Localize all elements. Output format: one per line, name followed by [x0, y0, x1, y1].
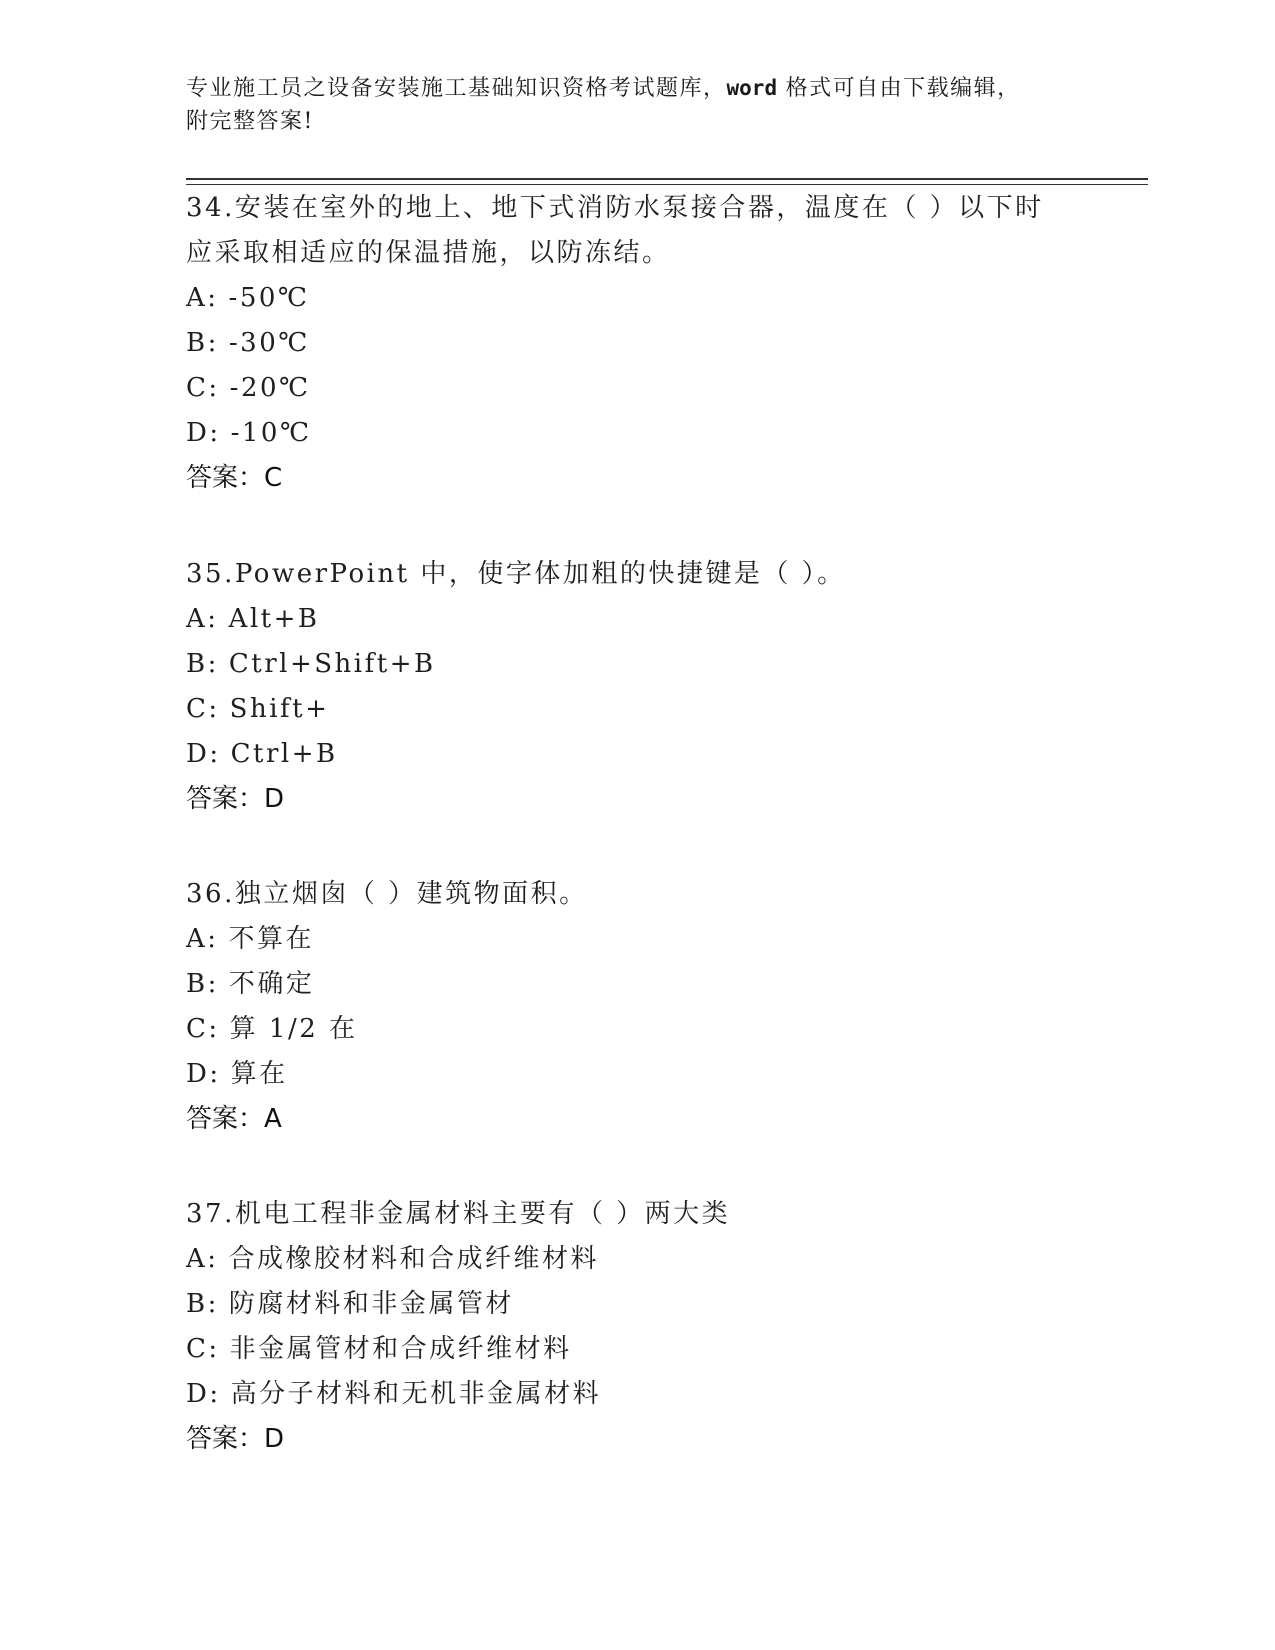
option-key: C:: [186, 1334, 220, 1364]
option-key: A:: [186, 924, 219, 954]
option-text: 合成橡胶材料和合成纤维材料: [228, 1244, 600, 1274]
option-text: -50℃: [228, 283, 310, 313]
header-title-part-b: 格式可自由下载编辑，: [777, 76, 1021, 101]
header-divider-thin: [186, 184, 1148, 185]
option-key: B:: [186, 649, 219, 679]
option-b: [186, 642, 1106, 687]
option-key: B:: [186, 1289, 219, 1319]
option-c: [186, 366, 1106, 411]
option-a: [186, 1237, 1106, 1282]
option-a: [186, 917, 1106, 962]
option-d: [186, 1052, 1106, 1097]
option-d: [186, 732, 1106, 777]
option-d: [186, 1372, 1106, 1417]
option-key: D:: [186, 418, 221, 448]
question-35: [186, 552, 1106, 822]
option-text: Shift+: [229, 694, 330, 724]
question-36: [186, 872, 1106, 1142]
option-text: 高分子材料和无机非金属材料: [230, 1379, 602, 1409]
option-text: 非金属管材和合成纤维材料: [229, 1334, 572, 1364]
option-text: -30℃: [228, 328, 310, 358]
option-d: [186, 411, 1106, 456]
option-key: D:: [186, 1379, 221, 1409]
option-text: 算在: [230, 1059, 288, 1089]
question-stem-continued: 应采取相适应的保温措施，以防冻结。: [186, 238, 671, 268]
question-stem: 37.机电工程非金属材料主要有（ ）两大类: [186, 1199, 731, 1229]
option-text: 不确定: [228, 969, 315, 999]
option-a: [186, 276, 1106, 321]
answer: 答案：D: [186, 784, 285, 814]
option-text: 算 1/2 在: [229, 1014, 358, 1044]
header-title-word: word: [726, 76, 778, 100]
option-text: 防腐材料和非金属管材: [228, 1289, 514, 1319]
option-key: D:: [186, 1059, 221, 1089]
option-text: -20℃: [229, 373, 311, 403]
option-b: [186, 1282, 1106, 1327]
option-a: [186, 597, 1106, 642]
question-34: [186, 186, 1106, 501]
question-37: [186, 1192, 1106, 1462]
option-text: Alt+B: [228, 604, 320, 634]
option-text: Ctrl+B: [230, 739, 338, 769]
option-text: -10℃: [230, 418, 312, 448]
option-text: 不算在: [228, 924, 315, 954]
question-stem: 35.PowerPoint 中，使字体加粗的快捷键是（ ）。: [186, 559, 846, 589]
option-key: A:: [186, 604, 219, 634]
header-line-1: [186, 72, 1086, 105]
question-stem: 34.安装在室外的地上、地下式消防水泵接合器，温度在（ ）以下时: [186, 193, 1044, 223]
answer: 答案：D: [186, 1424, 285, 1454]
document-header: [186, 72, 1086, 138]
header-line-2: 附完整答案!: [186, 109, 314, 134]
option-b: [186, 321, 1106, 366]
option-c: [186, 687, 1106, 732]
option-key: B:: [186, 328, 219, 358]
option-key: C:: [186, 373, 220, 403]
option-c: [186, 1007, 1106, 1052]
option-key: A:: [186, 283, 219, 313]
header-divider-thick: [186, 178, 1148, 180]
option-text: Ctrl+Shift+B: [228, 649, 436, 679]
option-key: C:: [186, 1014, 220, 1044]
option-key: B:: [186, 969, 219, 999]
option-key: A:: [186, 1244, 219, 1274]
answer: 答案：C: [186, 463, 283, 493]
option-b: [186, 962, 1106, 1007]
option-key: C:: [186, 694, 220, 724]
answer: 答案：A: [186, 1104, 282, 1134]
header-title-part-a: 专业施工员之设备安装施工基础知识资格考试题库，: [186, 76, 727, 101]
option-key: D:: [186, 739, 221, 769]
option-c: [186, 1327, 1106, 1372]
question-stem: 36.独立烟囱（ ）建筑物面积。: [186, 879, 588, 909]
